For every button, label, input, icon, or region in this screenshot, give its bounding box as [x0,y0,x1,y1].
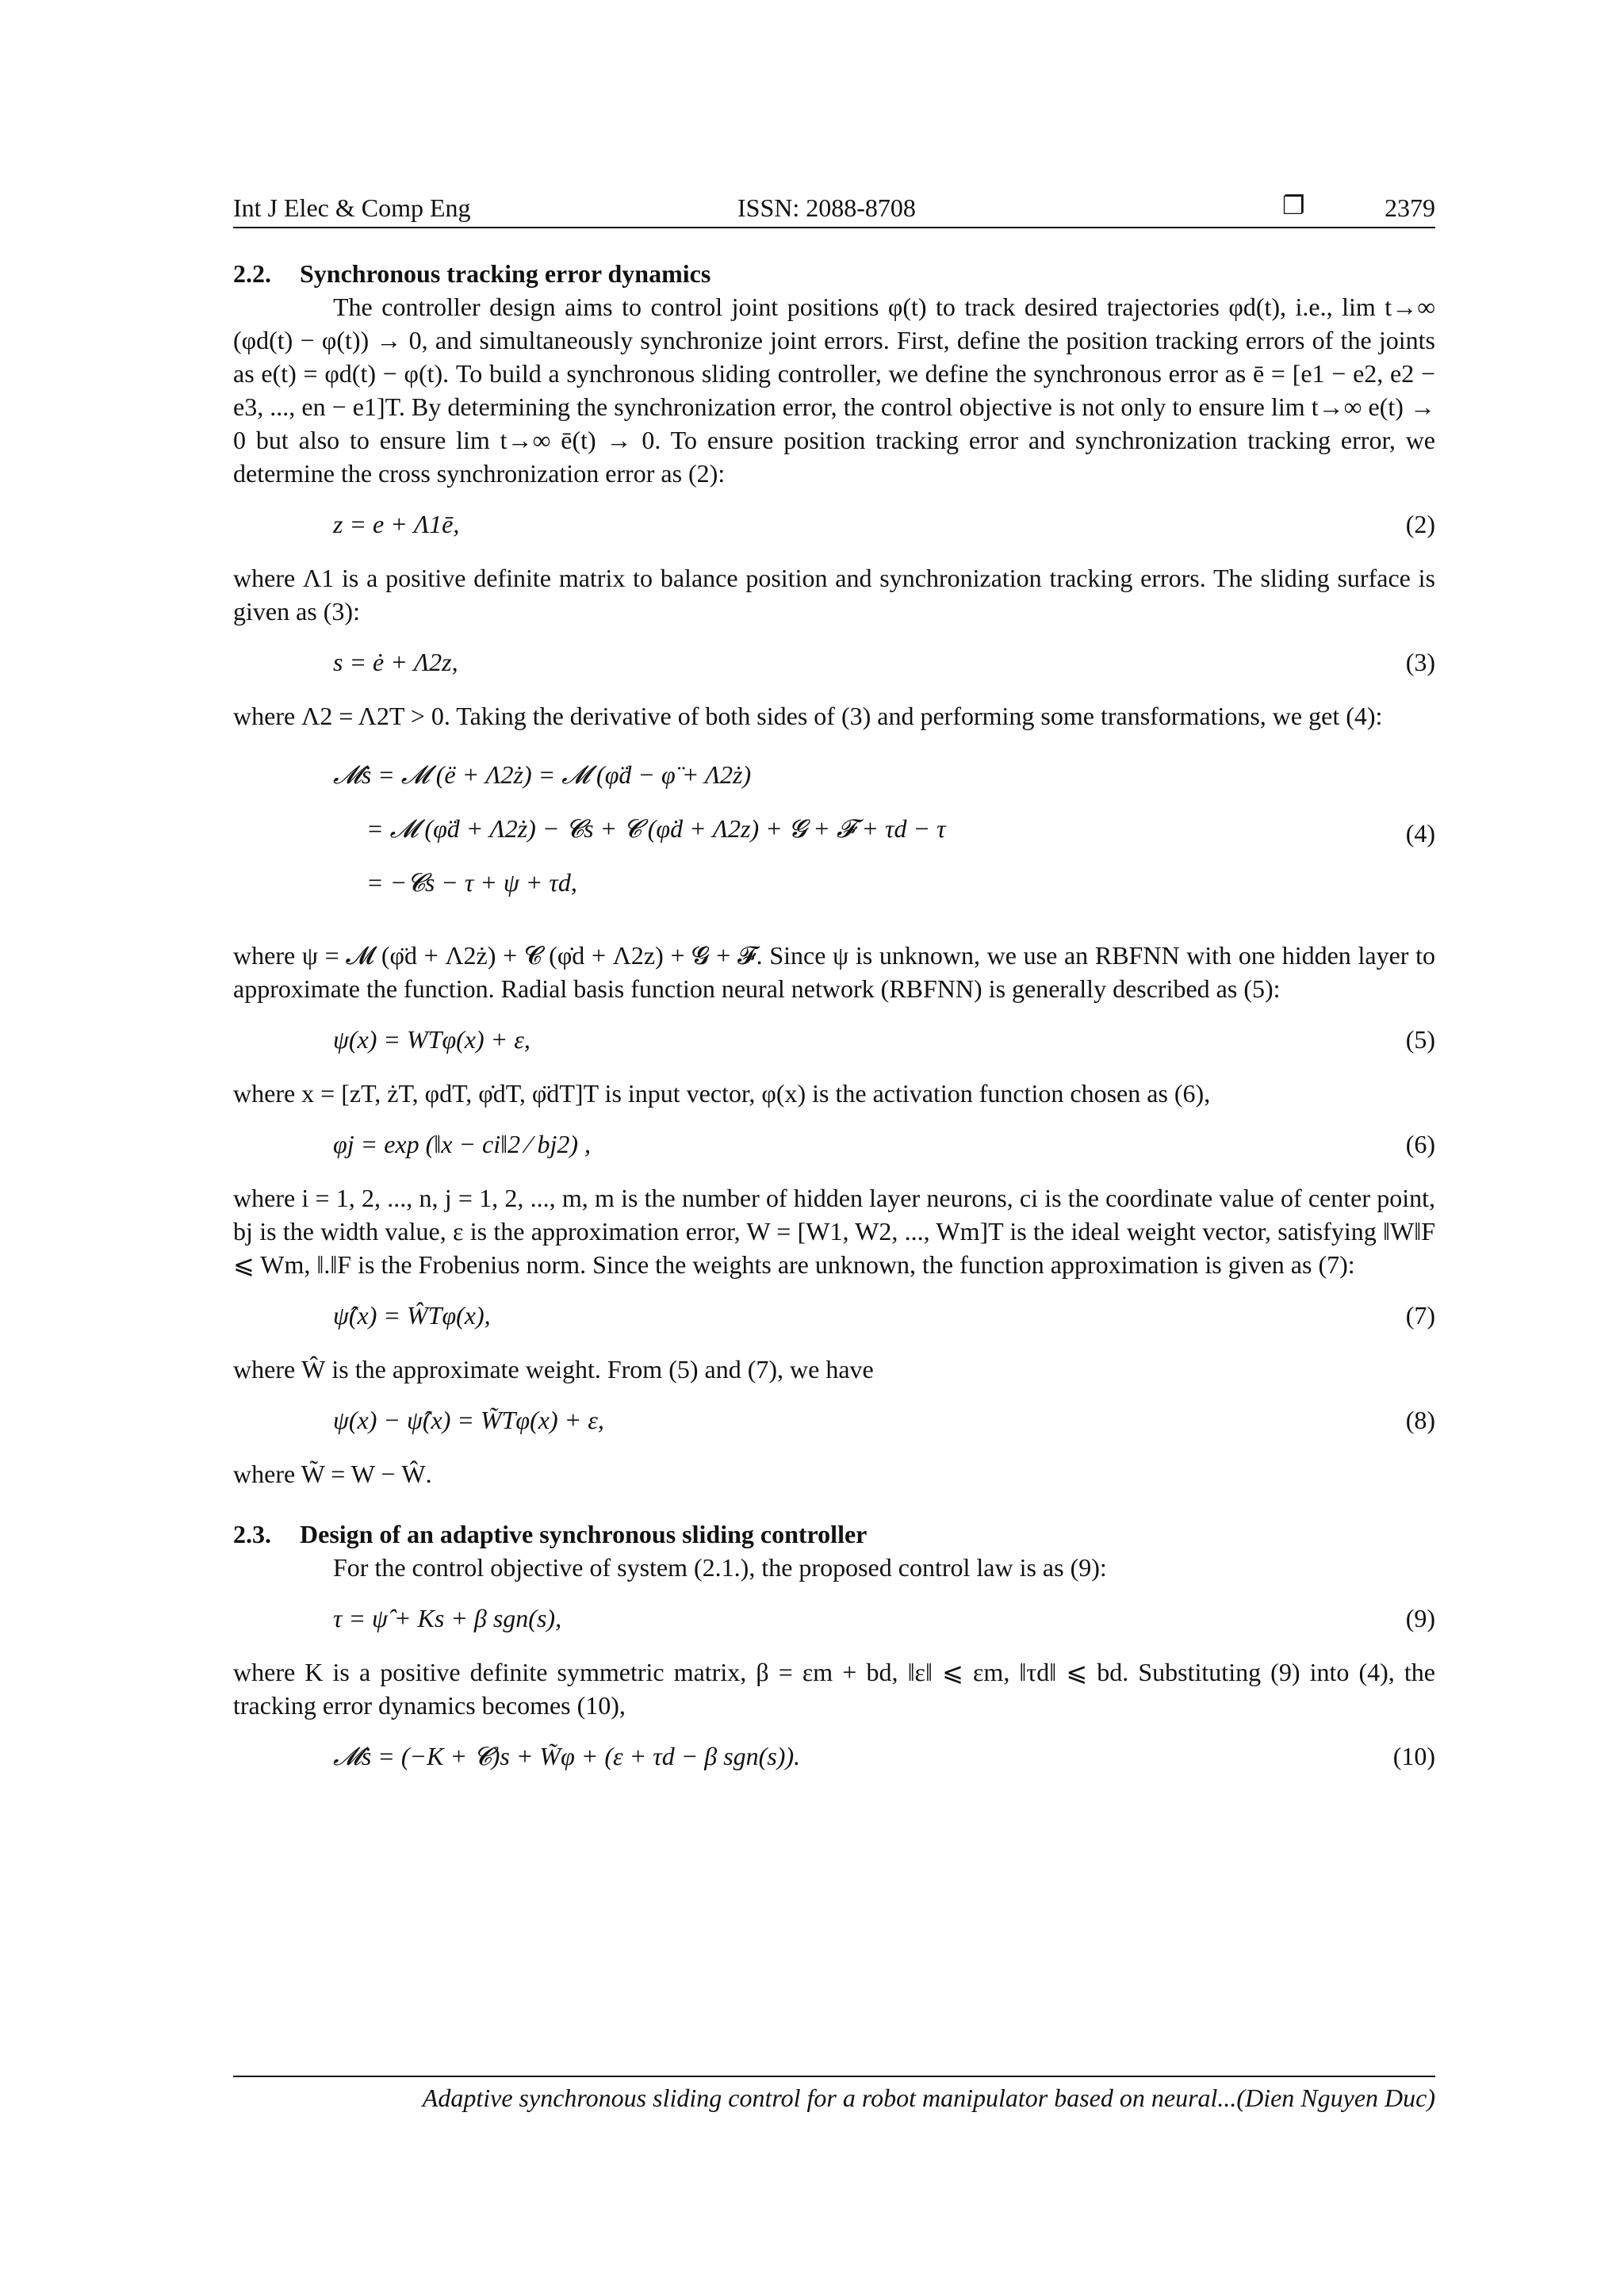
equation-7 [233,1299,1435,1334]
paragraph: where K is a positive definite symmetric matrix, β = εm + bd, ‖ε‖ ⩽ εm, ‖τd‖ ⩽ bd. Substituting (9) into (4), the tracking error dynamics becomes (10), [233,1658,1435,1720]
paragraph: For the control objective of system (2.1.), the proposed control law is as (9): [333,1553,1107,1582]
equation-8 [233,1403,1435,1438]
equation: ψ(x) − ψ̂(x) = W̃Tφ(x) + ε, [333,1406,604,1434]
section-heading-2-3 [233,1517,1435,1551]
issn: ISSN: 2088-8708 [737,193,916,222]
equation: ψ̂(x) = ŴTφ(x), [333,1301,491,1330]
equation: ψ(x) = WTφ(x) + ε, [333,1025,530,1054]
paragraph: The controller design aims to control joint positions φ(t) to track desired trajectories φd(t), i.e., lim t→∞ (φd(t) − φ(t)) → 0, and simultaneously synchronize joint errors. First, define the position tracking errors of the joints as e(t) = φd(t) − φ(t). To build a synchronous sliding controller, we define the synchronous error as ē = [e1 − e2, e2 − e3, ..., en − e1]T. By determining the synchronization error, the control objective is not only to ensure lim t→∞ e(t) → 0 but also to ensure lim t→∞ ē(t) → 0. To ensure position tracking error and synchronization tracking error, we determine the cross synchronization error as (2): [233,293,1435,488]
equation-number: (9) [1405,1604,1435,1632]
equation-3 [233,645,1435,680]
equation: s = ė + Λ2z, [333,648,458,676]
equation-number: (4) [1405,819,1435,848]
paragraph: where W̃ = W − Ŵ. [233,1460,432,1488]
paragraph: where ψ = 𝓜 (φ̈d + Λ2ż) + 𝓒 (φ̇d + Λ2z) + 𝓖 + 𝓕. Since ψ is unknown, we use an RBFNN with one hidden layer to approximate the function. Radial basis function neural network (RBFNN) is generally described as (5): [233,941,1435,1003]
journal-name: Int J Elec & Comp Eng [233,193,471,222]
equation-line: = 𝓜 (φ̈d + Λ2ż) − 𝓒s + 𝓒 (φ̇d + Λ2z) + 𝓖 + 𝓕 + τd − τ [366,814,946,843]
equation: τ = ψ̂ + Ks + β sgn(s), [333,1604,562,1632]
paragraph: where i = 1, 2, ..., n, j = 1, 2, ..., m, m is the number of hidden layer neurons, ci is the coordinate value of center point, bj is the width value, ε is the approximation error, W = [W1, W2, ..., Wm]T is the ideal weight vector, satisfying ‖W‖F ⩽ Wm, ‖.‖F is the Frobenius norm. Since the weights are unknown, the function approximation is given as (7): [233,1184,1435,1279]
equation: φj = exp (‖x − ci‖2 ⁄ bj2) , [333,1130,591,1158]
equation: z = e + Λ1ē, [333,510,460,538]
paragraph: where x = [zT, żT, φdT, φ̇dT, φ̈dT]T is input vector, φ(x) is the activation function chosen as (6), [233,1079,1211,1108]
equation-9 [233,1601,1435,1636]
footer-rule [233,2076,1435,2077]
box-icon: ❐ [1282,191,1305,220]
equation-4 [233,752,1435,918]
running-title: Adaptive synchronous sliding control for a robot manipulator based on neural...(Dien Nguyen Duc) [422,2084,1435,2112]
page-number: 2379 [1385,193,1435,222]
equation-number: (6) [1405,1130,1435,1158]
equation: 𝓜ṡ = (−K + 𝓒)s + W̃φ + (ε + τd − β sgn(s)). [333,1742,801,1770]
equation-line: = −𝓒s − τ + ψ + τd, [366,868,577,897]
equation-line: 𝓜ṡ = 𝓜 (ë + Λ2ż) = 𝓜 (φ̈d − φ̈ + Λ2ż) [333,760,752,789]
equation-number: (10) [1392,1742,1435,1770]
equation-number: (2) [1405,510,1435,538]
section-heading-2-2 [233,257,1435,290]
page-header [233,190,1435,225]
equation-number: (8) [1405,1406,1435,1434]
section-number: 2.3. [233,1520,271,1548]
equation-10 [233,1739,1435,1774]
equation-5 [233,1023,1435,1058]
header-rule [233,227,1435,228]
body-text [233,257,1435,1793]
section-title: Synchronous tracking error dynamics [300,259,711,288]
equation-6 [233,1127,1435,1162]
equation-number: (3) [1405,648,1435,676]
section-number: 2.2. [233,259,271,288]
paragraph: where Λ2 = Λ2T > 0. Taking the derivative of both sides of (3) and performing some transformations, we get (4): [233,702,1383,730]
equation-number: (5) [1405,1025,1435,1054]
section-title: Design of an adaptive synchronous sliding controller [300,1520,868,1548]
equation-2 [233,507,1435,542]
paragraph: where Λ1 is a positive definite matrix to balance position and synchronization tracking errors. The sliding surface is given as (3): [233,564,1435,626]
equation-number: (7) [1405,1301,1435,1330]
paragraph: where Ŵ is the approximate weight. From (5) and (7), we have [233,1355,874,1383]
